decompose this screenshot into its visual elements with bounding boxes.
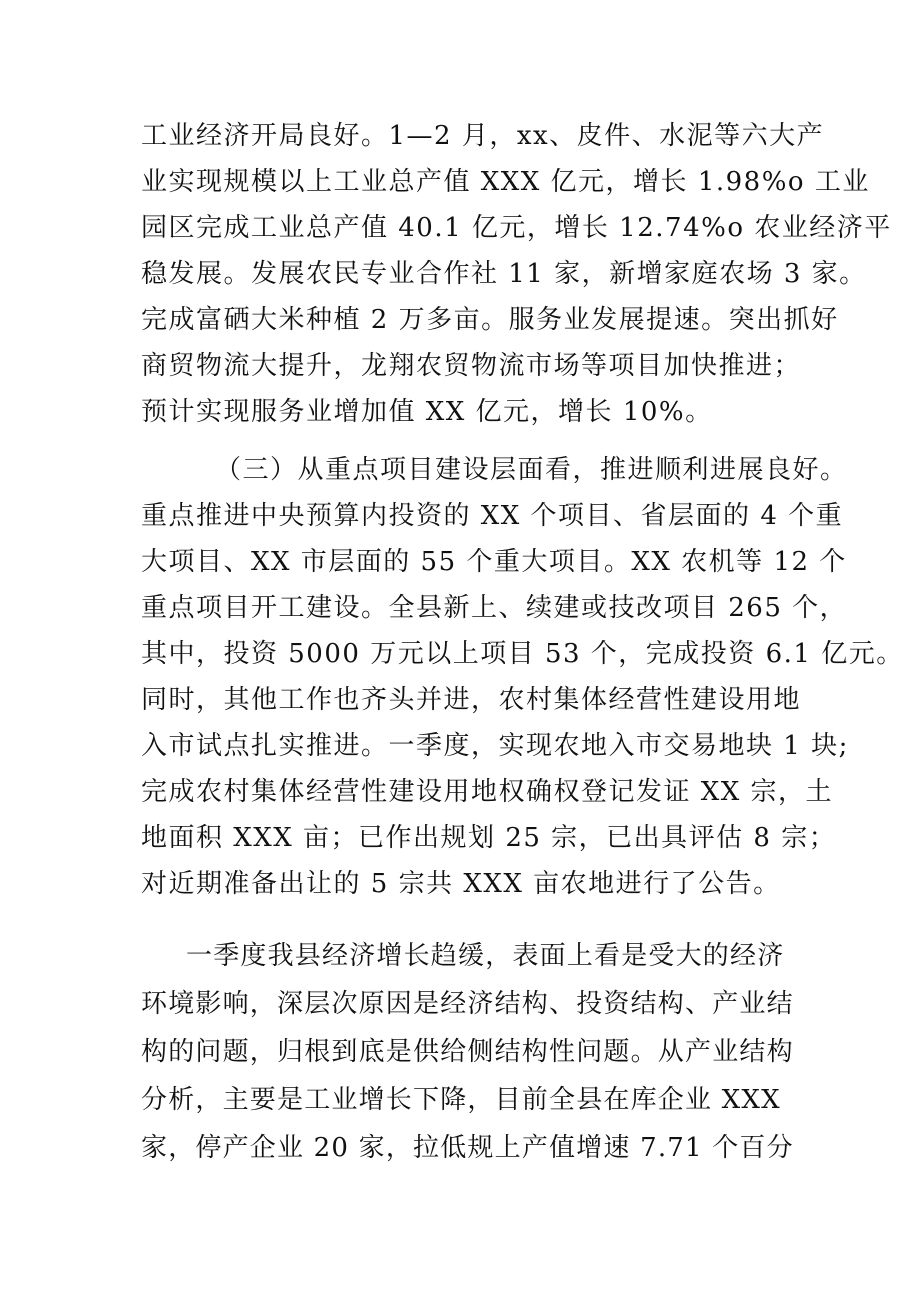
text-line: 商贸物流大提升，龙翔农贸物流市场等项目加快推进； bbox=[141, 351, 802, 381]
text-line: 重点项目开工建设。全县新上、续建或技改项目 265 个， bbox=[141, 593, 848, 623]
text-line: 业实现规模以上工业总产值 XXX 亿元，增长 1.98%o 工业 bbox=[141, 167, 870, 197]
text-line: 一季度我县经济增长趋缓，表面上看是受大的经济 bbox=[186, 941, 785, 971]
text-line: 重点推进中央预算内投资的 XX 个项目、省层面的 4 个重 bbox=[141, 501, 844, 531]
text-line: 预计实现服务业增加值 XX 亿元，增长 10%。 bbox=[141, 397, 713, 427]
text-line: 入市试点扎实推进。一季度，实现农地入市交易地块 1 块; bbox=[141, 731, 849, 761]
section-heading-line: （三）从重点项目建设层面看，推进顺利进展良好。 bbox=[215, 455, 848, 485]
text-line: 其中，投资 5000 万元以上项目 53 个，完成投资 6.1 亿元。 bbox=[141, 639, 904, 669]
text-line: 完成富硒大米种植 2 万多亩。服务业发展提速。突出抓好 bbox=[141, 305, 839, 335]
text-line: 对近期准备出让的 5 宗共 XXX 亩农地进行了公告。 bbox=[141, 869, 781, 899]
text-line: 园区完成工业总产值 40.1 亿元，增长 12.74%o 农业经济平 bbox=[141, 213, 892, 243]
text-line: 工业经济开局良好。1—2 月，xx、皮件、水泥等六大产 bbox=[141, 121, 825, 151]
text-line: 大项目、XX 市层面的 55 个重大项目。XX 农机等 12 个 bbox=[141, 547, 847, 577]
text-line: 家，停产企业 20 家，拉低规上产值增速 7.71 个百分 bbox=[141, 1133, 794, 1163]
text-line: 地面积 XXX 亩；已作出规划 25 宗，已出具评估 8 宗； bbox=[141, 823, 837, 853]
text-line: 环境影响，深层次原因是经济结构、投资结构、产业结 bbox=[141, 989, 794, 1019]
text-line: 完成农村集体经营性建设用地权确权登记发证 XX 宗，土 bbox=[141, 777, 834, 807]
text-line: 构的问题，归根到底是供给侧结构性问题。从产业结构 bbox=[141, 1037, 794, 1067]
text-line: 稳发展。发展农民专业合作社 11 家，新增家庭农场 3 家。 bbox=[141, 259, 867, 289]
text-line: 同时，其他工作也齐头并进，农村集体经营性建设用地 bbox=[141, 685, 802, 715]
text-line: 分析，主要是工业增长下降，目前全县在库企业 XXX bbox=[141, 1085, 781, 1115]
